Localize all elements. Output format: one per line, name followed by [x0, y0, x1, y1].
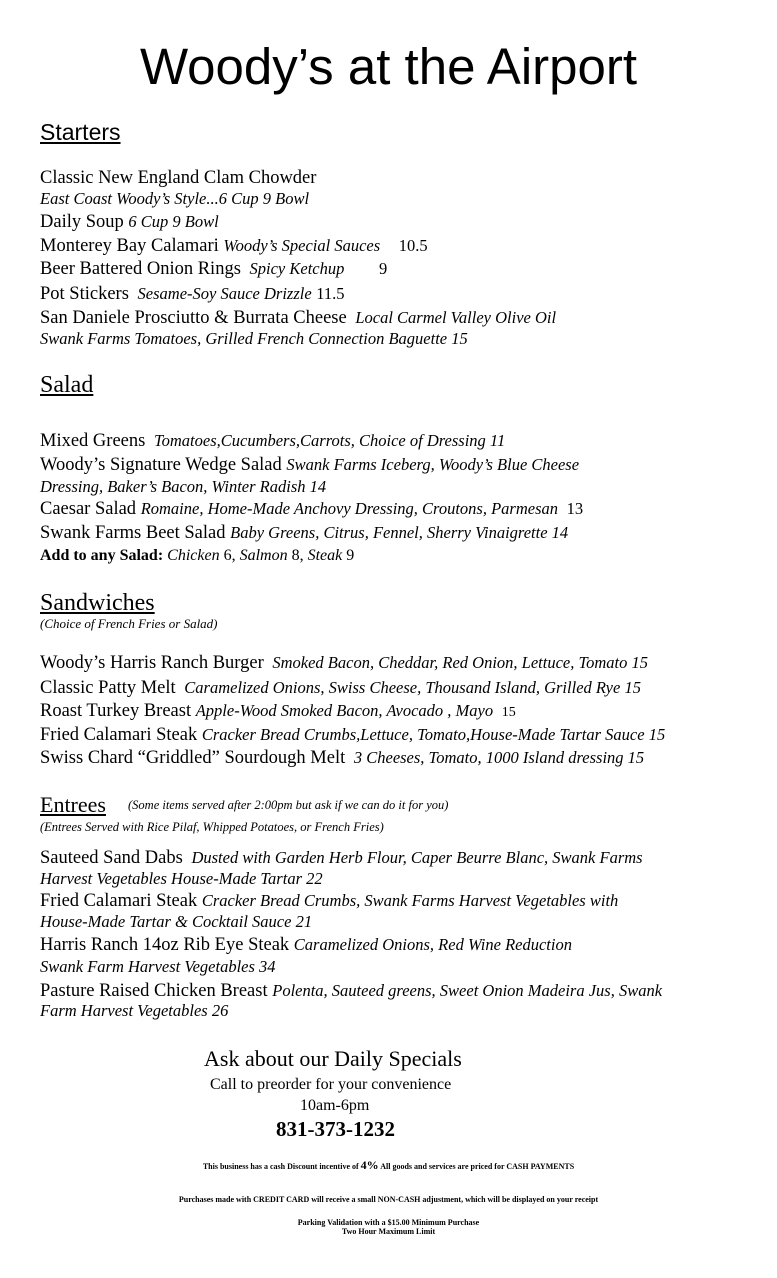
item-description: East Coast Woody’s Style...6 Cup 9 Bowl — [40, 189, 310, 208]
item-name: Roast Turkey Breast — [40, 701, 192, 721]
menu-item — [40, 498, 583, 520]
addon-chicken-price: 6, — [223, 547, 236, 564]
section-heading-sandwiches: Sandwiches — [40, 590, 155, 616]
menu-item — [40, 980, 662, 1002]
item-description: Swank Farms Tomatoes, Grilled French Connection Baguette 15 — [40, 329, 468, 348]
section-heading-starters: Starters — [40, 119, 121, 145]
item-name: Daily Soup — [40, 212, 124, 232]
menu-item — [40, 652, 648, 674]
item-description: Tomatoes,Cucumbers,Carrots, Choice of Dressing 11 — [153, 431, 506, 450]
entrees-note: (Entrees Served with Rice Pilaf, Whipped Potatoes, or French Fries) — [40, 820, 384, 834]
menu-item — [40, 934, 572, 956]
sandwiches-note: (Choice of French Fries or Salad) — [40, 616, 218, 631]
cash-note-text-2: All goods and services are priced for CASH PAYMENTS — [380, 1162, 575, 1171]
menu-item — [40, 747, 644, 769]
addon-salmon: Salmon — [239, 547, 288, 564]
item-price: 9 — [378, 259, 388, 278]
item-description: Spicy Ketchup — [249, 259, 345, 278]
section-heading-entrees: Entrees — [40, 792, 106, 817]
cash-discount-percent: 4% — [360, 1158, 379, 1172]
item-description: Farm Harvest Vegetables 26 — [40, 1001, 229, 1020]
menu-item — [40, 167, 316, 189]
salad-addons — [40, 545, 354, 567]
item-description: Polenta, Sauteed greens, Sweet Onion Madeira Jus, Swank — [272, 981, 663, 1000]
menu-item — [40, 283, 345, 305]
item-description: Local Carmel Valley Olive Oil — [355, 308, 557, 327]
addon-steak-price: 9 — [346, 547, 355, 564]
item-name: Pot Stickers — [40, 284, 129, 304]
item-name: Harris Ranch 14oz Rib Eye Steak — [40, 935, 290, 955]
addon-steak: Steak — [307, 547, 343, 564]
item-name: Classic Patty Melt — [40, 678, 176, 698]
menu-item — [40, 700, 516, 724]
menu-item — [40, 677, 641, 699]
item-name: Monterey Bay Calamari — [40, 236, 219, 256]
item-description: Swank Farm Harvest Vegetables 34 — [40, 957, 276, 976]
item-description: Cracker Bread Crumbs,Lettuce, Tomato,House-Made Tartar Sauce 15 — [201, 725, 666, 744]
page-title: Woody’s at the Airport — [139, 38, 638, 95]
item-name: Classic New England Clam Chowder — [40, 168, 317, 188]
item-description: Harvest Vegetables House-Made Tartar 22 — [40, 869, 323, 888]
item-price: 10.5 — [398, 236, 428, 255]
menu-item — [40, 211, 219, 233]
parking-validation: Parking Validation with a $15.00 Minimum Purchase — [297, 1218, 480, 1227]
item-name: Woody’s Signature Wedge Salad — [40, 455, 282, 475]
item-description: Dressing, Baker’s Bacon, Winter Radish 14 — [40, 477, 327, 496]
item-description: Woody’s Special Sauces — [223, 236, 381, 255]
credit-card-note: Purchases made with CREDIT CARD will receive a small NON-CASH adjustment, which will be displayed on your receipt — [178, 1195, 599, 1204]
item-name: Swank Farms Beet Salad — [40, 523, 226, 543]
item-description: Baby Greens, Citrus, Fennel, Sherry Vinaigrette 14 — [230, 523, 569, 542]
item-description: House-Made Tartar & Cocktail Sauce 21 — [40, 912, 313, 931]
menu-item — [40, 235, 428, 257]
hours: 10am-6pm — [300, 1097, 370, 1114]
item-description: Smoked Bacon, Cheddar, Red Onion, Lettuce, Tomato 15 — [272, 653, 649, 672]
addon-chicken: Chicken — [167, 547, 220, 564]
section-heading-salad: Salad — [40, 372, 94, 398]
item-description: 6 Cup 9 Bowl — [128, 212, 219, 231]
item-price: 11.5 — [316, 284, 345, 303]
item-name: Pasture Raised Chicken Breast — [40, 981, 268, 1001]
item-description: Apple-Wood Smoked Bacon, Avocado , Mayo — [195, 701, 494, 720]
item-description: Caramelized Onions, Red Wine Reduction — [293, 935, 572, 954]
phone-number: 831-373-1232 — [276, 1117, 395, 1141]
item-description: Cracker Bread Crumbs, Swank Farms Harvest Vegetables with — [201, 891, 619, 910]
cash-note-text: This business has a cash Discount incentive of — [202, 1162, 359, 1171]
menu-item — [40, 454, 579, 476]
item-name: San Daniele Prosciutto & Burrata Cheese — [40, 308, 347, 328]
item-name: Beer Battered Onion Rings — [40, 259, 241, 279]
menu-item — [40, 724, 665, 746]
menu-item — [40, 430, 505, 452]
item-price: 15 — [501, 705, 516, 720]
menu-item — [40, 307, 556, 329]
item-description: Dusted with Garden Herb Flour, Caper Beurre Blanc, Swank Farms — [191, 848, 643, 867]
item-name: Swiss Chard “Griddled” Sourdough Melt — [40, 748, 346, 768]
menu-item — [40, 847, 643, 869]
menu-item — [40, 522, 568, 544]
item-description: Caramelized Onions, Swiss Cheese, Thousand Island, Grilled Rye 15 — [184, 678, 641, 697]
addon-salmon-price: 8, — [291, 547, 304, 564]
item-name: Fried Calamari Steak — [40, 725, 198, 745]
item-name: Sauteed Sand Dabs — [40, 848, 183, 868]
item-description: 3 Cheeses, Tomato, 1000 Island dressing 15 — [353, 748, 645, 767]
menu-item — [40, 890, 618, 912]
menu-item — [40, 258, 387, 280]
daily-specials: Ask about our Daily Specials — [204, 1046, 462, 1071]
item-price: 13 — [566, 499, 584, 518]
item-description: Romaine, Home-Made Anchovy Dressing, Croutons, Parmesan — [140, 499, 559, 518]
item-description: Swank Farms Iceberg, Woody’s Blue Cheese — [286, 455, 580, 474]
preorder-note: Call to preorder for your convenience — [210, 1076, 452, 1093]
addon-label: Add to any Salad: — [40, 547, 164, 564]
item-name: Fried Calamari Steak — [40, 891, 198, 911]
item-name: Woody’s Harris Ranch Burger — [40, 653, 264, 673]
item-name: Mixed Greens — [40, 431, 146, 451]
item-name: Caesar Salad — [40, 499, 137, 519]
entrees-heading-note: (Some items served after 2:00pm but ask if we can do it for you) — [128, 798, 449, 812]
cash-discount-note — [0, 1160, 777, 1172]
parking-limit: Two Hour Maximum Limit — [341, 1227, 436, 1236]
item-description: Sesame-Soy Sauce Drizzle — [137, 284, 312, 303]
